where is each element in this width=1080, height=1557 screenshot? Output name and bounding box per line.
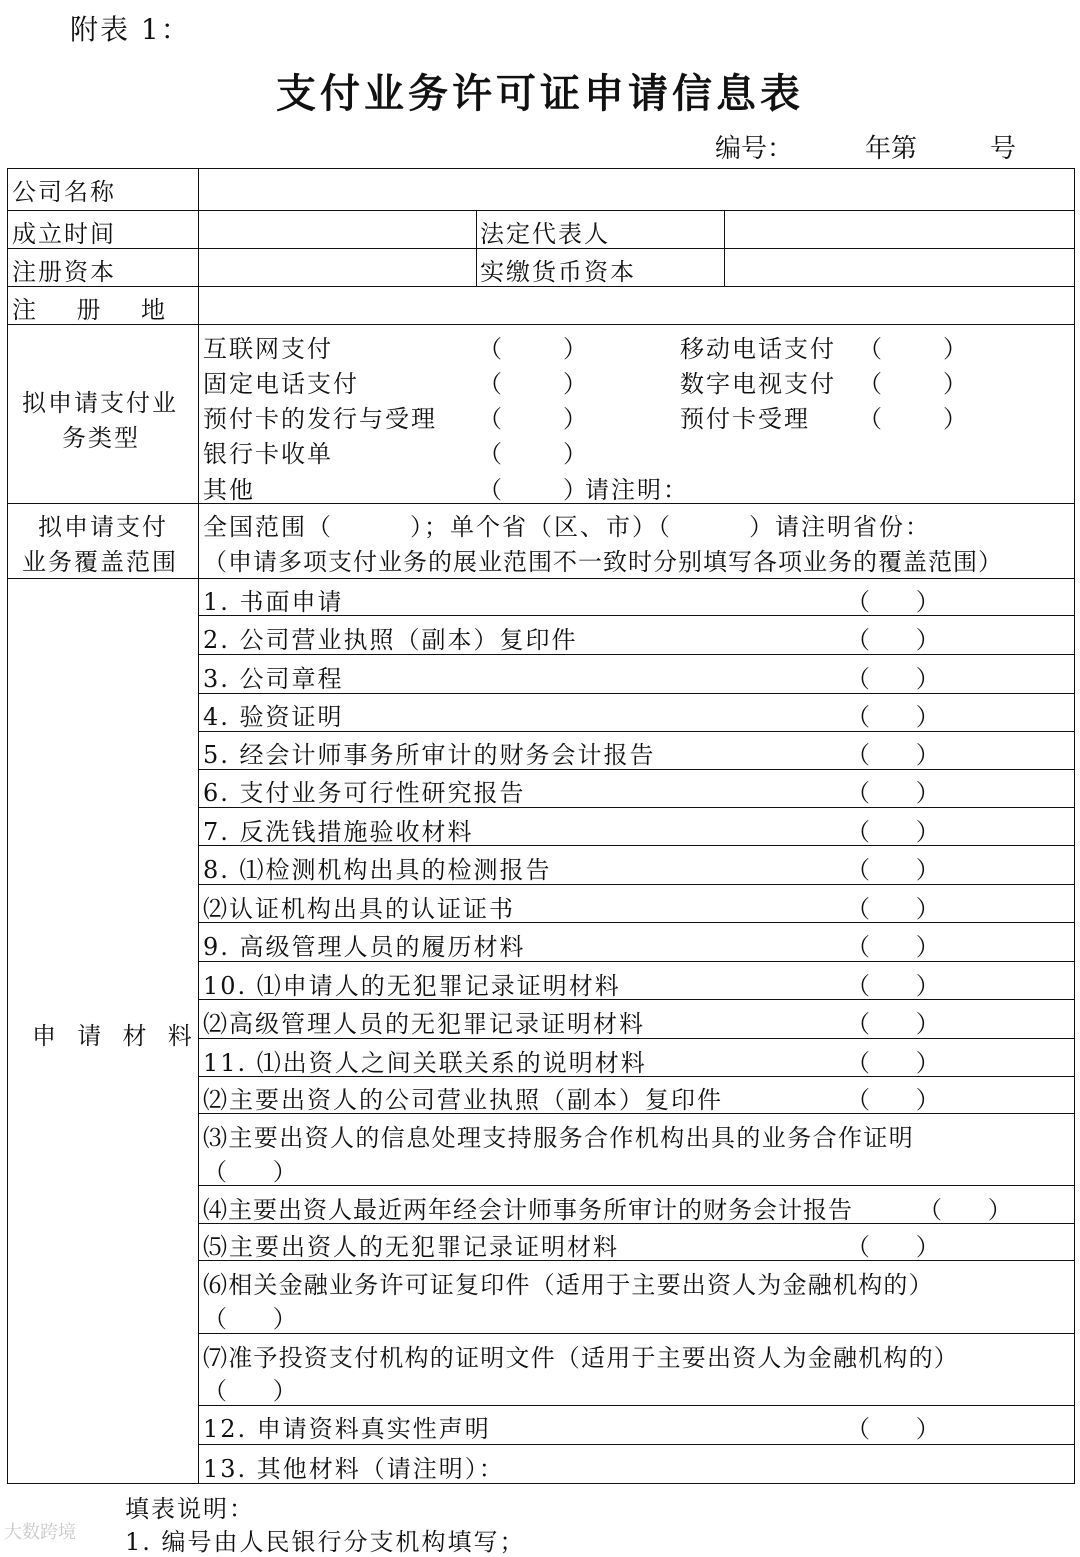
biz-card-acquiring: 银行卡收单	[203, 440, 333, 468]
row-line	[198, 1333, 1075, 1334]
biz-prepaid-issue-check[interactable]: （ ）	[478, 405, 588, 433]
material-item: ⑸主要出资人的无犯罪记录证明材料	[203, 1233, 619, 1261]
materials-label: 申 请 材 料	[32, 1022, 194, 1050]
business-type-label-2: 务类型	[62, 424, 140, 452]
material-item: 10. ⑴申请人的无犯罪记录证明材料	[203, 972, 621, 1000]
biz-other: 其他	[203, 476, 255, 504]
coverage-line-2: （申请多项支付业务的展业范围不一致时分别填写各项业务的覆盖范围）	[203, 548, 1003, 576]
material-item: 9. 高级管理人员的履历材料	[203, 933, 526, 961]
material-check[interactable]: （ ）	[846, 972, 940, 1000]
material-item: 13. 其他材料（请注明）：	[203, 1455, 505, 1483]
material-check[interactable]: （ ）	[846, 856, 940, 884]
material-check[interactable]: （ ）	[846, 818, 940, 846]
material-check[interactable]: （ ）	[846, 1010, 940, 1038]
material-item: ⑹相关金融业务许可证复印件（适用于主要出资人为金融机构的）	[203, 1271, 934, 1299]
material-item: ⑶主要出资人的信息处理支持服务合作机构出具的业务合作证明	[203, 1124, 915, 1152]
paid-capital-label: 实缴货币资本	[480, 258, 636, 286]
material-item: ⑵高级管理人员的无犯罪记录证明材料	[203, 1010, 645, 1038]
reg-capital-label: 注册资本	[12, 258, 116, 286]
material-item: 4. 验资证明	[203, 703, 344, 731]
note-1: 1. 编号由人民银行分支机构填写；	[125, 1528, 526, 1556]
biz-mobile-check[interactable]: （ ）	[858, 335, 968, 363]
biz-fixed-check[interactable]: （ ）	[478, 370, 588, 398]
row-line	[198, 1185, 1075, 1186]
row-line	[7, 578, 1075, 579]
company-name-label: 公司名称	[12, 178, 116, 206]
material-check[interactable]: （ ）	[846, 626, 940, 654]
notes-title: 填表说明：	[125, 1495, 255, 1523]
coverage-label-1: 拟申请支付	[38, 513, 168, 541]
material-check[interactable]: （ ）	[918, 1196, 1012, 1224]
biz-prepaid-issue: 预付卡的发行与受理	[203, 405, 437, 433]
material-check[interactable]: （ ）	[846, 895, 940, 923]
reg-place-label: 注 册 地	[12, 296, 168, 324]
biz-tv-check[interactable]: （ ）	[858, 370, 968, 398]
material-item: 2. 公司营业执照（副本）复印件	[203, 626, 578, 654]
serial-label: 编号：	[715, 134, 794, 164]
material-item: 11. ⑴出资人之间关联关系的说明材料	[203, 1049, 647, 1077]
serial-no: 号	[990, 134, 1017, 164]
material-item: 3. 公司章程	[203, 665, 344, 693]
page-title: 支付业务许可证申请信息表	[276, 71, 804, 117]
attachment-label: 附表 1：	[70, 13, 191, 46]
business-type-label-1: 拟申请支付业	[22, 389, 178, 417]
legal-rep-label: 法定代表人	[480, 220, 610, 248]
material-item: 8. ⑴检测机构出具的检测报告	[203, 856, 552, 884]
material-check[interactable]: （ ）	[846, 665, 940, 693]
material-item: ⑵主要出资人的公司营业执照（副本）复印件	[203, 1086, 723, 1114]
row-line	[7, 324, 1075, 325]
material-check[interactable]: （ ）	[846, 741, 940, 769]
material-check[interactable]: （ ）	[846, 588, 940, 616]
material-item: 7. 反洗钱措施验收材料	[203, 818, 474, 846]
material-check[interactable]: （ ）	[846, 933, 940, 961]
material-item: ⑺准予投资支付机构的证明文件（适用于主要出资人为金融机构的）	[203, 1344, 959, 1372]
biz-internet-check[interactable]: （ ）	[478, 335, 588, 363]
biz-internet: 互联网支付	[203, 335, 333, 363]
material-check[interactable]: （ ）	[203, 1305, 297, 1333]
row-line	[198, 1405, 1075, 1406]
material-check[interactable]: （ ）	[203, 1377, 297, 1405]
biz-card-acquiring-check[interactable]: （ ）	[478, 440, 588, 468]
coverage-label-2: 业务覆盖范围	[22, 548, 178, 576]
material-item: ⑷主要出资人最近两年经会计师事务所审计的财务会计报告	[203, 1196, 853, 1224]
material-check[interactable]: （ ）	[846, 1415, 940, 1443]
material-item: ⑵认证机构出具的认证证书	[203, 895, 515, 923]
material-check[interactable]: （ ）	[846, 1049, 940, 1077]
material-check[interactable]: （ ）	[846, 703, 940, 731]
biz-prepaid-accept-check[interactable]: （ ）	[858, 405, 968, 433]
founded-label: 成立时间	[12, 220, 116, 248]
material-check[interactable]: （ ）	[846, 1233, 940, 1261]
row-line	[198, 1444, 1075, 1445]
biz-other-note: 请注明：	[585, 476, 689, 504]
material-item: 1. 书面申请	[203, 588, 344, 616]
material-item: 12. 申请资料真实性声明	[203, 1415, 491, 1443]
material-check[interactable]: （ ）	[846, 1086, 940, 1114]
biz-tv: 数字电视支付	[680, 370, 836, 398]
material-item: 6. 支付业务可行性研究报告	[203, 779, 526, 807]
serial-year: 年第	[865, 134, 918, 164]
material-check[interactable]: （ ）	[846, 779, 940, 807]
biz-prepaid-accept: 预付卡受理	[680, 405, 810, 433]
biz-fixed: 固定电话支付	[203, 370, 359, 398]
material-check[interactable]: （ ）	[203, 1158, 297, 1186]
coverage-line-1: 全国范围（ ）；单个省（区、市）（ ）请注明省份：	[203, 513, 932, 541]
material-item: 5. 经会计师事务所审计的财务会计报告	[203, 741, 656, 769]
watermark-logo: 大数跨境	[4, 1522, 76, 1543]
biz-other-check[interactable]: （ ）	[478, 476, 588, 504]
label-column-divider	[198, 168, 199, 1484]
biz-mobile: 移动电话支付	[680, 335, 836, 363]
row-line	[7, 210, 1075, 211]
